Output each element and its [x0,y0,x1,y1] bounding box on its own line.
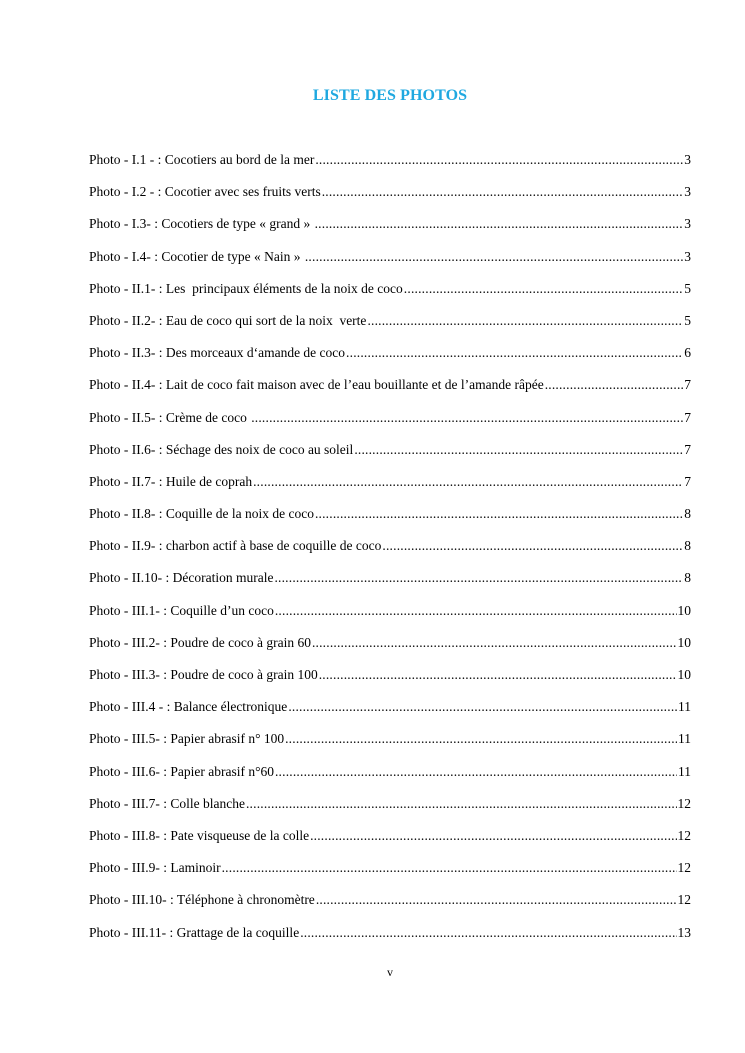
toc-entry-label: Photo - III.11- : Grattage de la coquille [89,924,300,940]
toc-dot-leader [310,826,676,846]
toc-dot-leader [251,408,683,428]
toc-dot-leader [275,762,677,782]
toc-entry-label: Photo - II.8- : Coquille de la noix de coco [89,506,314,522]
toc-entry-label: Photo - II.1- : Les principaux éléments de la noix de coco [89,280,403,296]
toc-dot-leader [545,375,684,395]
toc-dot-leader [315,214,684,234]
toc-entry-label: Photo - III.3- : Poudre de coco à grain 100 [89,667,318,682]
toc-entry-label: Photo - III.7- : Colle blanche [89,795,245,811]
toc-dot-leader [300,923,676,943]
toc-dot-leader [354,440,683,460]
toc-dot-leader [367,311,683,331]
toc-entry[interactable] [89,182,691,214]
toc-dot-leader [319,665,677,685]
toc-dot-leader [275,601,677,621]
toc-entry-page-number: 12 [677,892,691,908]
toc-entry-label: Photo - III.5- : Papier abrasif n° 100 [89,731,285,747]
toc-entry-label: Photo - III.9- : Laminoir [89,860,221,876]
toc-entry[interactable] [89,311,691,343]
toc-entry-label: Photo - II.2- : Eau de coco qui sort de la noix verte [89,312,367,328]
toc-entry-page-number: 8 [684,570,691,586]
toc-dot-leader [315,504,683,524]
toc-entry-page-number: 11 [678,763,691,779]
toc-entry[interactable] [89,923,691,955]
toc-entry-label: Photo - II.3- : Des morceaux d‘amande de coco [89,345,346,361]
toc-entry[interactable] [89,794,691,826]
toc-dot-leader [222,858,677,878]
photo-list [89,150,691,955]
toc-entry-page-number: 11 [678,699,691,715]
toc-entry[interactable] [89,279,691,311]
toc-dot-leader [322,182,684,202]
toc-entry[interactable] [89,343,691,375]
toc-entry-page-number: 10 [677,602,691,618]
toc-entry[interactable] [89,472,691,504]
toc-entry[interactable] [89,408,691,440]
toc-entry-label: Photo - II.7- : Huile de coprah [89,473,253,489]
toc-entry-label: Photo - II.6- : Séchage des noix de coco au soleil [89,441,354,457]
toc-entry[interactable] [89,504,691,536]
toc-entry[interactable] [89,858,691,890]
toc-entry[interactable] [89,247,691,279]
toc-entry-page-number: 8 [684,506,691,522]
toc-entry-page-number: 12 [677,860,691,876]
toc-entry-page-number: 7 [684,441,691,457]
toc-dot-leader [382,536,683,556]
toc-dot-leader [253,472,683,492]
toc-dot-leader [404,279,683,299]
toc-entry[interactable] [89,440,691,472]
toc-entry-page-number: 7 [684,409,691,425]
toc-entry-page-number: 5 [684,280,691,296]
toc-entry-label: Photo - II.4- : Lait de coco fait maison avec de l’eau bouillante et de l’amande râpée [89,377,544,393]
toc-entry-label: Photo - II.5- : Crème de coco [89,409,251,425]
toc-entry-label: Photo - III.4 - : Balance électronique [89,699,288,715]
toc-entry-page-number: 11 [678,731,691,747]
toc-entry-label: Photo - I.3- : Cocotiers de type « grand » [89,216,314,232]
toc-entry[interactable] [89,375,691,407]
toc-entry-label: Photo - I.4- : Cocotier de type « Nain » [89,248,304,264]
toc-entry-page-number: 3 [684,184,691,200]
page-number: v [387,965,393,979]
toc-entry-label: Photo - III.1- : Coquille d’un coco [89,602,274,618]
toc-entry[interactable] [89,214,691,246]
toc-entry[interactable] [89,890,691,922]
page-title: LISTE DES PHOTOS [312,87,468,104]
toc-dot-leader [274,568,683,588]
toc-entry-label: Photo - I.2 - : Cocotier avec ses fruits verts [89,184,321,200]
toc-entry[interactable] [89,697,691,729]
toc-dot-leader [285,729,677,749]
toc-entry-label: Photo - II.10- : Décoration murale [89,570,274,586]
toc-entry-page-number: 6 [684,345,691,361]
toc-entry[interactable] [89,665,691,697]
toc-entry[interactable] [89,536,691,568]
toc-entry-page-number: 12 [677,827,691,843]
toc-dot-leader [315,150,683,170]
toc-entry-page-number: 10 [677,667,691,682]
toc-entry[interactable] [89,568,691,600]
toc-entry-page-number: 10 [677,634,691,650]
toc-dot-leader [316,890,677,910]
toc-entry-page-number: 7 [684,473,691,489]
toc-entry-label: Photo - III.8- : Pate visqueuse de la colle [89,827,310,843]
toc-dot-leader [312,633,677,653]
toc-dot-leader [305,247,683,267]
toc-entry[interactable] [89,729,691,761]
toc-entry-page-number: 12 [677,795,691,811]
toc-dot-leader [346,343,683,363]
toc-dot-leader [246,794,677,814]
toc-entry-label: Photo - III.6- : Papier abrasif n°60 [89,763,274,779]
toc-entry-page-number: 5 [684,312,691,328]
toc-dot-leader [288,697,677,717]
toc-entry[interactable] [89,150,691,182]
toc-entry-page-number: 3 [684,216,691,232]
toc-entry[interactable] [89,633,691,665]
toc-entry[interactable] [89,762,691,794]
toc-entry[interactable] [89,601,691,633]
toc-entry-page-number: 3 [684,152,691,167]
toc-entry-page-number: 3 [684,248,691,264]
toc-entry-label: Photo - I.1 - : Cocotiers au bord de la mer [89,152,315,167]
toc-entry-label: Photo - II.9- : charbon actif à base de coquille de coco [89,538,382,554]
toc-entry-page-number: 7 [684,377,691,393]
toc-entry[interactable] [89,826,691,858]
toc-entry-page-number: 13 [677,924,691,940]
toc-entry-page-number: 8 [684,538,691,554]
toc-entry-label: Photo - III.10- : Téléphone à chronomètre [89,892,315,908]
toc-entry-label: Photo - III.2- : Poudre de coco à grain 60 [89,634,311,650]
